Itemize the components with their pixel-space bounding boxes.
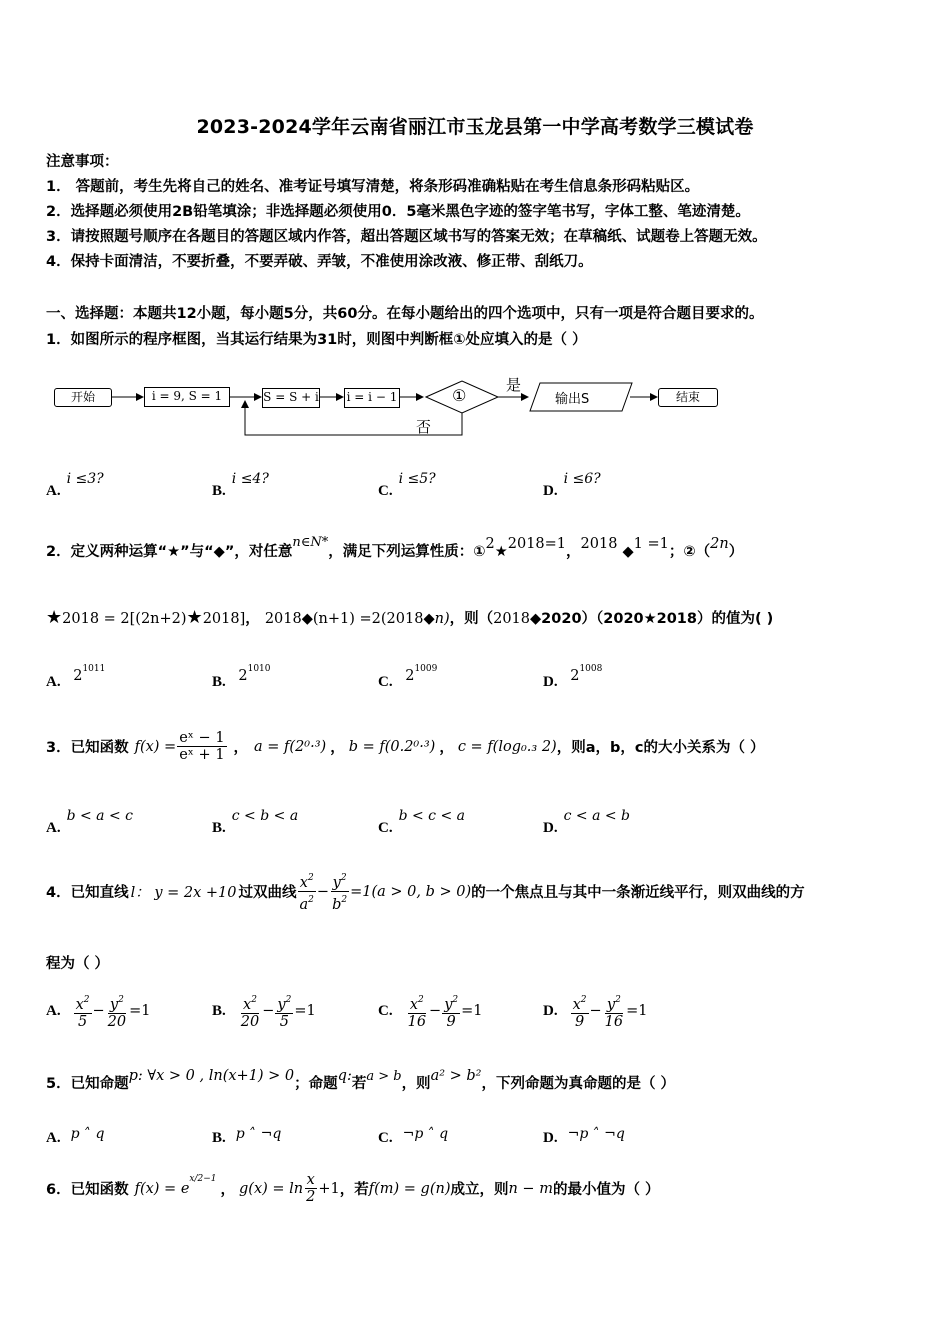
flowchart xyxy=(50,372,730,442)
q4-option-b[interactable]: B. $\frac{x^2}{20}$ − $\frac{y^2}{5}$ =1 xyxy=(212,992,316,1030)
q4-option-c[interactable]: C. $\frac{x^2}{16}$ − $\frac{y^2}{9}$ =1 xyxy=(378,992,483,1030)
section-heading: 一、选择题：本题共12小题，每小题5分，共60分。在每小题给出的四个选项中，只有一项是符合题目要求的。 xyxy=(46,306,764,322)
q5-option-c[interactable]: C. ¬p ˄ q xyxy=(378,1126,449,1146)
notice-item-4: 4．保持卡面清洁，不要折叠，不要弄破、弄皱，不准使用涂改液、修正带、刮纸刀。 xyxy=(46,254,593,270)
flow-no: 否 xyxy=(416,418,432,436)
q1-option-a[interactable]: A.i ≤3? xyxy=(46,471,104,499)
flow-decrement: i = i − 1 xyxy=(344,388,400,408)
flow-yes: 是 xyxy=(506,376,522,394)
question-4-stem: 4．已知直线 l： y = 2x +10 过双曲线 $\frac{x^2}{a^2}$ − $\frac{y^2}{b^2}$ =1(a > 0, b > 0) 的一个焦点且与其中一条渐近线平行，则双曲线的方 xyxy=(46,870,805,913)
q3-option-b[interactable]: B.c < b < a xyxy=(212,808,299,836)
question-2-stem: 2．定义两种运算“★”与“◆”，对任意n∈N*，满足下列运算性质：①2★2018=1，2018 ◆1 =1；②（2n） xyxy=(46,535,744,560)
notice-item-3: 3．请按照题号顺序在各题目的答题区域内作答，超出答题区域书写的答案无效；在草稿纸、试题卷上答题无效。 xyxy=(46,229,767,245)
question-3-stem: 3．已知函数 f(x) = $\frac{\text{eˣ − 1}}{\text{eˣ + 1}}$ ， a = f(2⁰·³) ， b = f(0.2⁰·³) ， c = f(log₀.₃ 2) ，则a，b，c的大小关系为（ ） xyxy=(46,730,765,763)
question-1-stem: 1．如图所示的程序框图，当其运行结果为31时，则图中判断框①处应填入的是（ ） xyxy=(46,332,587,348)
flow-output: 输出S xyxy=(555,392,590,407)
notice-heading: 注意事项： xyxy=(46,154,119,170)
exam-title: 2023-2024学年云南省丽江市玉龙县第一中学高考数学三模试卷 xyxy=(196,116,754,138)
q4-option-d[interactable]: D. $\frac{x^2}{9}$ − $\frac{y^2}{16}$ =1 xyxy=(543,992,648,1030)
q3-fraction: $\frac{\text{eˣ − 1}}{\text{eˣ + 1}}$ xyxy=(179,730,225,763)
notice-item-2: 2．选择题必须使用2B铅笔填涂；非选择题必须使用0．5毫米黑色字迹的签字笔书写，字体工整、笔迹清楚。 xyxy=(46,204,750,220)
q4-option-a[interactable]: A. $\frac{x^2}{5}$ − $\frac{y^2}{20}$ =1 xyxy=(46,992,151,1030)
flow-end: 结束 xyxy=(658,388,718,407)
notice-item-1: 1． 答题前，考生先将自己的姓名、准考证号填写清楚，将条形码准确粘贴在考生信息条形码粘贴区。 xyxy=(46,179,700,195)
q5-option-b[interactable]: B. p ˄ ¬q xyxy=(212,1126,282,1146)
q3-option-d[interactable]: D.c < a < b xyxy=(543,808,631,836)
question-2-line-2: ★2018 = 2[(2n+2)★2018]， 2018◆(n+1) =2(2018◆n)，则（2018◆2020）（2020★2018）的值为( ) xyxy=(46,607,774,628)
q1-option-d[interactable]: D.i ≤6? xyxy=(543,471,601,499)
q2-option-d[interactable]: D. $2^{1008}$ xyxy=(543,664,603,690)
flow-start: 开始 xyxy=(54,388,112,407)
q3-option-a[interactable]: A.b < a < c xyxy=(46,808,134,836)
q1-option-b[interactable]: B.i ≤4? xyxy=(212,471,269,499)
flow-condition: ① xyxy=(452,386,467,405)
question-4-continued: 程为（ ） xyxy=(46,956,110,972)
flow-sum: S = S + i xyxy=(262,388,320,408)
q5-option-d[interactable]: D. ¬p ˄ ¬q xyxy=(543,1126,625,1146)
q5-option-a[interactable]: A. p ˄ q xyxy=(46,1126,105,1146)
q2-option-b[interactable]: B. $2^{1010}$ xyxy=(212,664,271,690)
question-5-stem: 5．已知命题p: ∀x > 0 , ln(x+1) > 0；命题q:若a > b，则a² > b²，下列命题为真命题的是（ ） xyxy=(46,1068,676,1092)
q2-option-a[interactable]: A. $2^{1011}$ xyxy=(46,664,106,690)
question-6-stem: 6．已知函数 f(x) = e x/2−1 ， g(x) = ln $\frac{x}{2}$ +1 ，若 f(m) = g(n) 成立，则 n − m 的最小值为（ ） xyxy=(46,1172,660,1205)
q1-option-c[interactable]: C.i ≤5? xyxy=(378,471,436,499)
q2-option-c[interactable]: C. $2^{1009}$ xyxy=(378,664,438,690)
q3-option-c[interactable]: C.b < c < a xyxy=(378,808,466,836)
flow-init: i = 9, S = 1 xyxy=(144,387,230,407)
